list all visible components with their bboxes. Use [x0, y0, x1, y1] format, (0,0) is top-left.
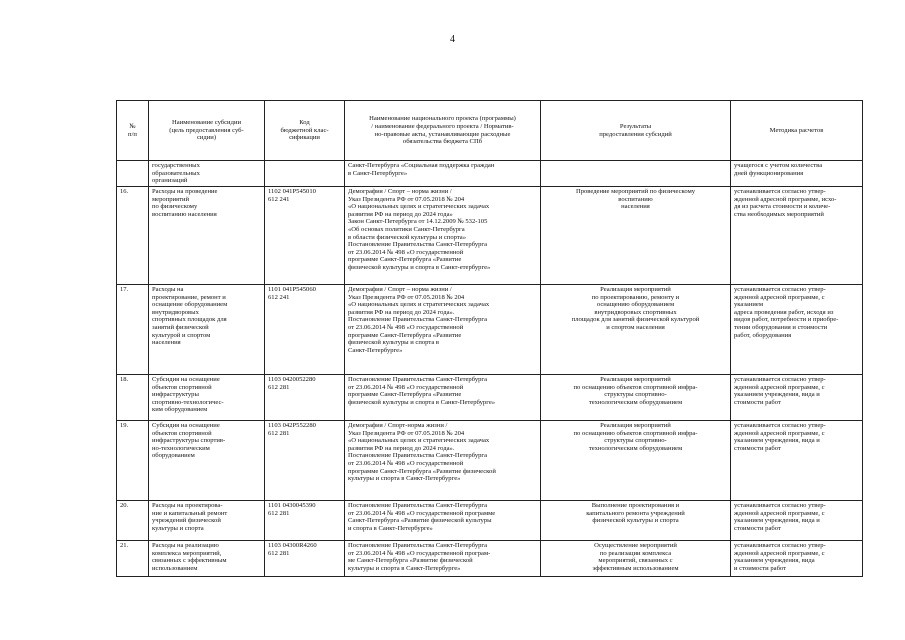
page-number: 4	[450, 34, 455, 45]
header-project: Наименование национального проекта (программы) / наименование федерального проекта / Норматив- но-правовые акты, устанавливающие расходные обязательства бюджета СПб	[345, 101, 541, 161]
row-code: 1103 042Р552280 612 281	[265, 421, 345, 501]
row-code: 1103 0420052280 612 281	[265, 375, 345, 421]
row-code: 1101 0430045390 612 281	[265, 501, 345, 541]
row-name: Субсидия на оснащение объектов спортивной инфраструктуры спортивно-технологичес- ким оборудованием	[149, 375, 265, 421]
row-project: Демография / Спорт – норма жизни / Указ Президента РФ от 07.05.2018 № 204 «О национальных целях и стратегических задачах развития РФ на период до 2024 года». Постановление Правительства Санкт-Петербурга от 23.06.2014 № 498 «О государственной программе Санкт-Петербурга «Развитие физической культуры и спорта в Санкт-Петербурге»	[345, 285, 541, 375]
row-method: устанавливается согласно утвер- жденной адресной программе, с указанием учреждения, вида и стоимости работ	[731, 501, 863, 541]
row-results: Реализация мероприятий по оснащению объектов спортивной инфра- структуры спортивно- технологическим оборудованием	[541, 421, 731, 501]
table-row	[117, 541, 863, 577]
header-method: Методика расчетов	[731, 101, 863, 161]
header-num: № п/п	[117, 101, 149, 161]
row-num: 18.	[117, 375, 149, 421]
row-project: Демография / Спорт – норма жизни / Указ Президента РФ от 07.05.2018 № 204 «О национальных целях и стратегических задачах развития РФ на период до 2024 года» Закон Санкт-Петербурга от 14.12.2009 № 532-105 «Об основах политики Санкт-Петербурга в области физической культуры и спорта» Постановление Правительства Санкт-Петербурга от 23.06.2014 № 498 «О государственной программе Санкт-Петербурга «Развитие физической культуры и спорта в Санкт-етербурге»	[345, 187, 541, 285]
subsidy-table	[116, 100, 863, 577]
row-code: 1102 041Р545010 612 241	[265, 187, 345, 285]
row-num: 17.	[117, 285, 149, 375]
row-results: Выполнение проектирования и капитального ремонта учреждений физической культуры и спорта	[541, 501, 731, 541]
row-method: учащегося с учетом количества дней функционирования	[731, 161, 863, 187]
row-name: Расходы на проектирова- ние и капитальный ремонт учреждений физической культуры и спорта	[149, 501, 265, 541]
row-name: Расходы на реализацию комплекса мероприятий, связанных с эффективным использованием	[149, 541, 265, 577]
row-method: устанавливается согласно утвер- жденной адресной программе, с указанием учреждения, вида и стоимости работ	[731, 541, 863, 577]
row-results	[541, 161, 731, 187]
row-code: 1103 04300R4260 612 281	[265, 541, 345, 577]
table-row	[117, 501, 863, 541]
row-project: Постановление Правительства Санкт-Петербурга от 23.06.2014 № 498 «О государственной програм- ме Санкт-Петербурга «Развитие физической культуры и спорта в Санкт-Петербурге»	[345, 541, 541, 577]
row-results: Проведение мероприятий по физическому воспитанию населения	[541, 187, 731, 285]
row-project: Санкт-Петербурга «Социальная поддержка граждан в Санкт-Петербурге»	[345, 161, 541, 187]
row-num: 20.	[117, 501, 149, 541]
row-name: государственных образовательных организаций	[149, 161, 265, 187]
row-project: Постановление Правительства Санкт-Петербурга от 23.06.2014 № 498 «О государственной программе Санкт-Петербурга «Развитие физической культуры и спорта в Санкт-Петербурге»	[345, 501, 541, 541]
row-num: 19.	[117, 421, 149, 501]
row-name: Расходы на проектирование, ремонт и оснащение оборудованием внутридворовых спортивных площадок для занятий физической культурой и спортом населения	[149, 285, 265, 375]
header-row	[117, 101, 863, 161]
row-num: 16.	[117, 187, 149, 285]
row-name: Субсидия на оснащение объектов спортивной инфраструктуры спортив- но-технологическим оборудованием	[149, 421, 265, 501]
row-num: 21.	[117, 541, 149, 577]
row-results: Осуществление мероприятий по реализации комплекса мероприятий, связанных с эффективным использованием	[541, 541, 731, 577]
row-project: Демография / Спорт-норма жизни / Указ Президента РФ от 07.05.2018 № 204 «О национальных целях и стратегических задачах развития РФ на период до 2024 года». Постановление Правительства Санкт-Петербурга от 23.06.2014 № 498 «О государственной программе Санкт-Петербурга «Развитие физической культуры и спорта в Санкт-Петербурге»	[345, 421, 541, 501]
row-num	[117, 161, 149, 187]
row-name: Расходы на проведение мероприятий по физическому воспитанию населения	[149, 187, 265, 285]
row-code: 1101 041Р545060 612 241	[265, 285, 345, 375]
table-row	[117, 421, 863, 501]
row-results: Реализация мероприятий по оснащению объектов спортивной инфра- структуры спортивно- технологическим оборудованием	[541, 375, 731, 421]
table-row	[117, 187, 863, 285]
row-method: устанавливается согласно утвер- жденной адресной программе, с указанием учреждения, вида и стоимости работ	[731, 375, 863, 421]
table-row	[117, 285, 863, 375]
row-method: устанавливается согласно утвер- жденной адресной программе, с указанием учреждения, вида и стоимости работ	[731, 421, 863, 501]
row-results: Реализация мероприятий по проектированию, ремонту и оснащению оборудованием внутридворовых спортивных площадок для занятий физической культурой и спортом населения	[541, 285, 731, 375]
row-project: Постановление Правительства Санкт-Петербурга от 23.06.2014 № 498 «О государственной программе Санкт-Петербурга «Развитие физической культуры и спорта в Санкт-Петербурге»	[345, 375, 541, 421]
header-name: Наименование субсидии (цель предоставления суб- сидии)	[149, 101, 265, 161]
table-row	[117, 161, 863, 187]
header-code: Код бюджетной клас- сификации	[265, 101, 345, 161]
row-code	[265, 161, 345, 187]
header-results: Результаты предоставления субсидий	[541, 101, 731, 161]
table-row	[117, 375, 863, 421]
row-method: устанавливается согласно утвер- жденной адресной программе, с указанием адреса проведения работ, исходя из видов работ, потребности и приобре- тении оборудования и стоимости работ, оборудования	[731, 285, 863, 375]
row-method: устанавливается согласно утвер- жденной адресной программе, исхо- дя из расчета стоимости и количе- ства необходимых мероприятий	[731, 187, 863, 285]
